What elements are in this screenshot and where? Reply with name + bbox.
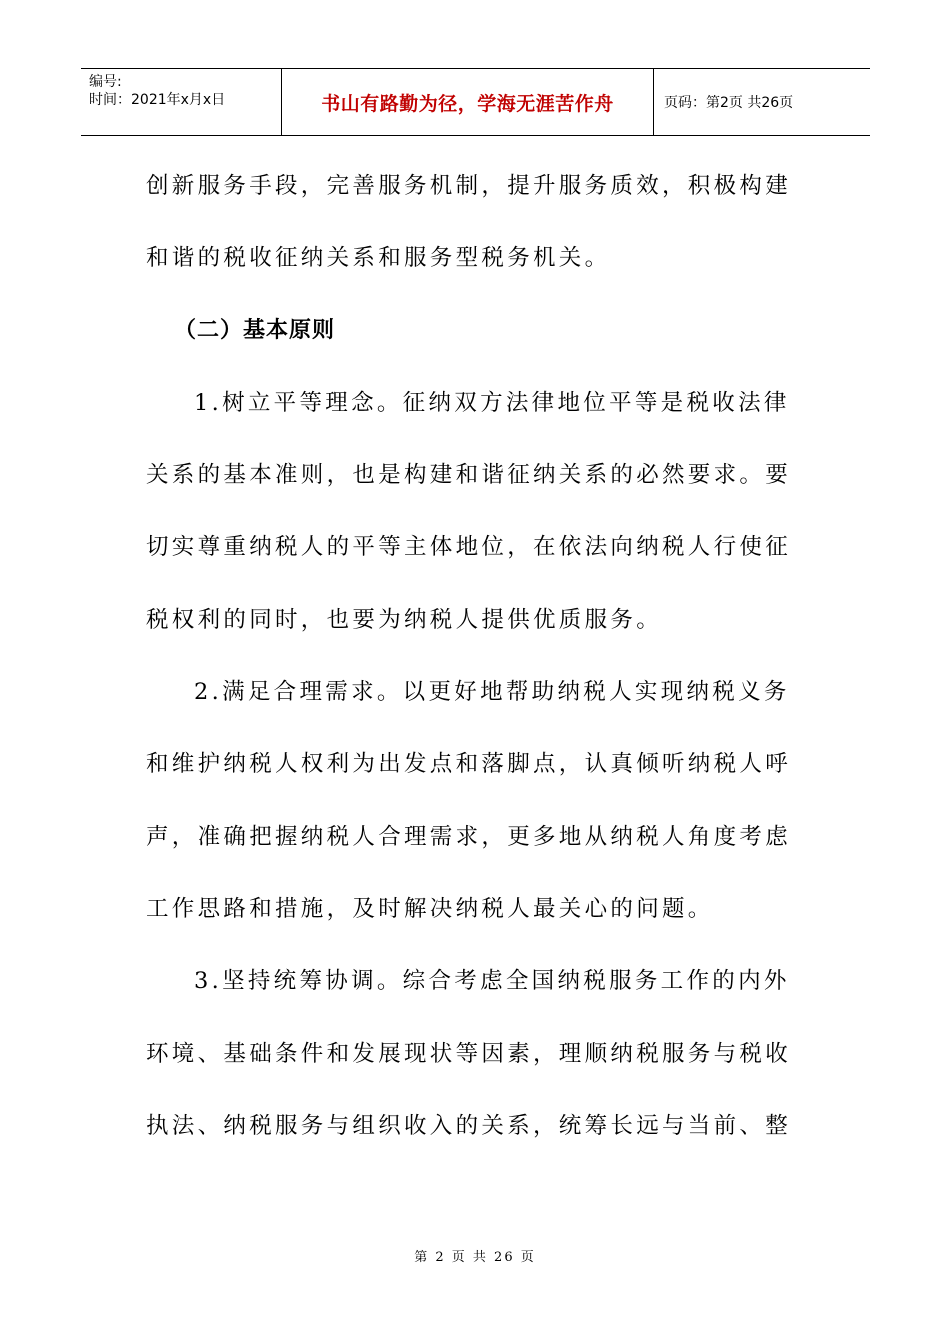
paragraph-line: 3.坚持统筹协调。综合考虑全国纳税服务工作的内外	[194, 968, 790, 995]
paragraph-line: 声，准确把握纳税人合理需求，更多地从纳税人角度考虑	[146, 823, 792, 850]
paragraph-line: 1.树立平等理念。征纳双方法律地位平等是税收法律	[194, 389, 790, 416]
header-motto-cell	[282, 69, 654, 135]
date-label: 时间：2021年x月x日	[89, 92, 226, 108]
serial-number-label: 编号:	[89, 74, 122, 90]
paragraph-line: 环境、基础条件和发展现状等因素，理顺纳税服务与税收	[146, 1040, 792, 1067]
paragraph-line: 工作思路和措施，及时解决纳税人最关心的问题。	[146, 895, 714, 922]
header-page-cell	[654, 69, 870, 135]
motto-text: 书山有路勤为径，学海无涯苦作舟	[321, 92, 614, 115]
paragraph-line: 2.满足合理需求。以更好地帮助纳税人实现纳税义务	[194, 679, 790, 706]
paragraph-line: 和维护纳税人权利为出发点和落脚点，认真倾听纳税人呼	[146, 751, 792, 778]
paragraph-line: 关系的基本准则，也是构建和谐征纳关系的必然要求。要	[146, 462, 792, 489]
page-info: 页码：第2页 共26页	[664, 95, 794, 111]
document-header	[81, 68, 870, 136]
page-footer: 第 2 页 共 26 页	[414, 1250, 536, 1265]
document-body	[146, 150, 806, 1162]
paragraph-line: 税权利的同时，也要为纳税人提供优质服务。	[146, 606, 663, 633]
header-meta-cell	[81, 69, 282, 135]
paragraph-line: 执法、纳税服务与组织收入的关系，统筹长远与当前、整	[146, 1112, 792, 1139]
paragraph-line: 切实尊重纳税人的平等主体地位，在依法向纳税人行使征	[146, 534, 792, 561]
paragraph-line: 创新服务手段，完善服务机制，提升服务质效，积极构建	[146, 173, 792, 199]
section-heading: （二）基本原则	[174, 317, 336, 343]
paragraph-line: 和谐的税收征纳关系和服务型税务机关。	[146, 245, 611, 272]
